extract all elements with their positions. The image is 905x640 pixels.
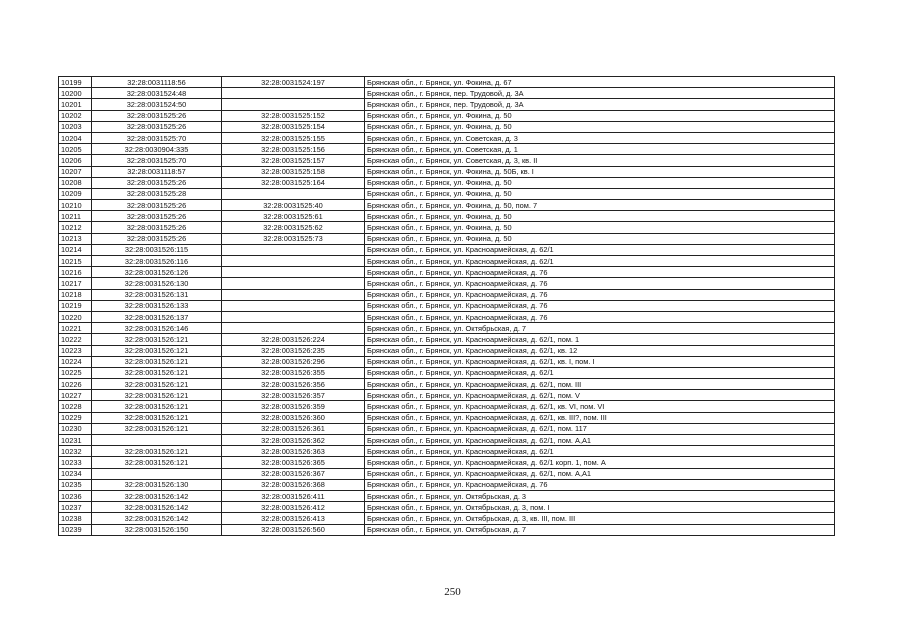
row-number-cell: 10232 [59,446,92,457]
address-cell: Брянская обл., г. Брянск, ул. Красноармейская, д. 62/1 [365,244,835,255]
row-number-cell: 10221 [59,323,92,334]
table-row [59,323,835,334]
address-cell: Брянская обл., г. Брянск, ул. Фокина, д. 50, пом. 7 [365,200,835,211]
object-cadastral-number-cell [222,256,365,267]
object-cadastral-number-cell [222,99,365,110]
land-cadastral-number-cell: 32:28:0031526:133 [92,300,222,311]
address-cell: Брянская обл., г. Брянск, ул. Красноармейская, д. 62/1, кв. VI, пом. VI [365,401,835,412]
land-cadastral-number-cell: 32:28:0031525:26 [92,211,222,222]
land-cadastral-number-cell: 32:28:0031526:150 [92,524,222,535]
row-number-cell: 10237 [59,502,92,513]
land-cadastral-number-cell: 32:28:0031525:26 [92,222,222,233]
land-cadastral-number-cell: 32:28:0031525:26 [92,177,222,188]
table-row [59,457,835,468]
row-number-cell: 10202 [59,110,92,121]
land-cadastral-number-cell: 32:28:0031526:142 [92,502,222,513]
address-cell: Брянская обл., г. Брянск, пер. Трудовой, д. 3А [365,99,835,110]
row-number-cell: 10239 [59,524,92,535]
land-cadastral-number-cell: 32:28:0031525:26 [92,200,222,211]
address-cell: Брянская обл., г. Брянск, ул. Красноармейская, д. 62/1 [365,367,835,378]
table-row [59,412,835,423]
land-cadastral-number-cell: 32:28:0031526:121 [92,367,222,378]
object-cadastral-number-cell: 32:28:0031526:365 [222,457,365,468]
land-cadastral-number-cell: 32:28:0031525:70 [92,155,222,166]
land-cadastral-number-cell: 32:28:0031526:146 [92,323,222,334]
object-cadastral-number-cell: 32:28:0031526:360 [222,412,365,423]
row-number-cell: 10205 [59,144,92,155]
address-cell: Брянская обл., г. Брянск, ул. Красноармейская, д. 62/1, кв. 12 [365,345,835,356]
address-cell: Брянская обл., г. Брянск, ул. Фокина, д. 50 [365,188,835,199]
address-cell: Брянская обл., г. Брянск, ул. Октябрьская, д. 3, кв. III, пом. III [365,513,835,524]
object-cadastral-number-cell: 32:28:0031525:62 [222,222,365,233]
row-number-cell: 10228 [59,401,92,412]
object-cadastral-number-cell: 32:28:0031526:359 [222,401,365,412]
address-cell: Брянская обл., г. Брянск, ул. Фокина, д. 50 [365,211,835,222]
table-row [59,144,835,155]
land-cadastral-number-cell: 32:28:0031525:26 [92,233,222,244]
address-cell: Брянская обл., г. Брянск, ул. Красноармейская, д. 76 [365,300,835,311]
object-cadastral-number-cell: 32:28:0031526:560 [222,524,365,535]
table-row [59,99,835,110]
row-number-cell: 10230 [59,423,92,434]
row-number-cell: 10238 [59,513,92,524]
object-cadastral-number-cell: 32:28:0031526:357 [222,390,365,401]
table-row [59,479,835,490]
land-cadastral-number-cell: 32:28:0031526:121 [92,356,222,367]
land-cadastral-number-cell: 32:28:0031526:137 [92,311,222,322]
object-cadastral-number-cell [222,311,365,322]
row-number-cell: 10209 [59,188,92,199]
land-cadastral-number-cell: 32:28:0031526:121 [92,390,222,401]
object-cadastral-number-cell: 32:28:0031525:156 [222,144,365,155]
object-cadastral-number-cell: 32:28:0031526:224 [222,334,365,345]
address-cell: Брянская обл., г. Брянск, ул. Красноармейская, д. 76 [365,311,835,322]
address-cell: Брянская обл., г. Брянск, ул. Фокина, д. 50 [365,177,835,188]
row-number-cell: 10226 [59,379,92,390]
address-cell: Брянская обл., г. Брянск, ул. Октябрьская, д. 7 [365,323,835,334]
object-cadastral-number-cell: 32:28:0031526:235 [222,345,365,356]
table-row [59,423,835,434]
land-cadastral-number-cell: 32:28:0031524:48 [92,88,222,99]
table-row [59,121,835,132]
land-cadastral-number-cell: 32:28:0031526:130 [92,278,222,289]
table-row [59,446,835,457]
row-number-cell: 10201 [59,99,92,110]
land-cadastral-number-cell: 32:28:0031525:26 [92,121,222,132]
land-cadastral-number-cell: 32:28:0031526:121 [92,412,222,423]
object-cadastral-number-cell: 32:28:0031525:164 [222,177,365,188]
land-cadastral-number-cell: 32:28:0031525:70 [92,132,222,143]
land-cadastral-number-cell: 32:28:0031526:121 [92,446,222,457]
object-cadastral-number-cell: 32:28:0031526:412 [222,502,365,513]
row-number-cell: 10225 [59,367,92,378]
table-row [59,334,835,345]
table-row [59,367,835,378]
row-number-cell: 10212 [59,222,92,233]
row-number-cell: 10219 [59,300,92,311]
address-cell: Брянская обл., г. Брянск, ул. Октябрьская, д. 7 [365,524,835,535]
row-number-cell: 10203 [59,121,92,132]
row-number-cell: 10211 [59,211,92,222]
address-cell: Брянская обл., г. Брянск, ул. Красноармейская, д. 62/1, пом. А,А1 [365,435,835,446]
land-cadastral-number-cell [92,435,222,446]
land-cadastral-number-cell: 32:28:0031526:142 [92,513,222,524]
object-cadastral-number-cell: 32:28:0031526:411 [222,490,365,501]
object-cadastral-number-cell: 32:28:0031526:356 [222,379,365,390]
table-row [59,267,835,278]
table-row [59,233,835,244]
land-cadastral-number-cell: 32:28:0031526:121 [92,379,222,390]
object-cadastral-number-cell [222,278,365,289]
address-cell: Брянская обл., г. Брянск, ул. Фокина, д. 50 [365,121,835,132]
object-cadastral-number-cell: 32:28:0031525:158 [222,166,365,177]
table-row [59,390,835,401]
land-cadastral-number-cell: 32:28:0031526:142 [92,490,222,501]
address-cell: Брянская обл., г. Брянск, ул. Фокина, д. 67 [365,77,835,88]
row-number-cell: 10220 [59,311,92,322]
object-cadastral-number-cell: 32:28:0031526:367 [222,468,365,479]
cadastral-table-body [59,77,835,536]
address-cell: Брянская обл., г. Брянск, ул. Советская, д. 3, кв. II [365,155,835,166]
land-cadastral-number-cell: 32:28:0031526:121 [92,423,222,434]
object-cadastral-number-cell: 32:28:0031526:368 [222,479,365,490]
table-row [59,200,835,211]
table-row [59,356,835,367]
land-cadastral-number-cell: 32:28:0031526:121 [92,345,222,356]
table-row [59,502,835,513]
land-cadastral-number-cell: 32:28:0031525:26 [92,110,222,121]
row-number-cell: 10224 [59,356,92,367]
row-number-cell: 10200 [59,88,92,99]
address-cell: Брянская обл., г. Брянск, ул. Фокина, д. 50 [365,110,835,121]
table-row [59,468,835,479]
table-row [59,311,835,322]
object-cadastral-number-cell [222,88,365,99]
row-number-cell: 10236 [59,490,92,501]
object-cadastral-number-cell [222,300,365,311]
object-cadastral-number-cell: 32:28:0031526:355 [222,367,365,378]
object-cadastral-number-cell: 32:28:0031526:361 [222,423,365,434]
object-cadastral-number-cell: 32:28:0031526:363 [222,446,365,457]
row-number-cell: 10234 [59,468,92,479]
object-cadastral-number-cell: 32:28:0031525:40 [222,200,365,211]
land-cadastral-number-cell [92,468,222,479]
land-cadastral-number-cell: 32:28:0031526:121 [92,401,222,412]
address-cell: Брянская обл., г. Брянск, ул. Красноармейская, д. 76 [365,267,835,278]
table-row [59,379,835,390]
land-cadastral-number-cell: 32:28:0031526:116 [92,256,222,267]
object-cadastral-number-cell [222,244,365,255]
address-cell: Брянская обл., г. Брянск, ул. Красноармейская, д. 62/1, кв. I, пом. I [365,356,835,367]
table-row [59,166,835,177]
table-row [59,256,835,267]
table-row [59,155,835,166]
land-cadastral-number-cell: 32:28:0031118:57 [92,166,222,177]
address-cell: Брянская обл., г. Брянск, ул. Красноармейская, д. 62/1, кв. III?, пом. III [365,412,835,423]
page-number: 250 [444,586,461,598]
row-number-cell: 10214 [59,244,92,255]
address-cell: Брянская обл., г. Брянск, ул. Фокина, д. 50Б, кв. I [365,166,835,177]
address-cell: Брянская обл., г. Брянск, ул. Красноармейская, д. 76 [365,278,835,289]
object-cadastral-number-cell: 32:28:0031525:73 [222,233,365,244]
table-row [59,110,835,121]
row-number-cell: 10222 [59,334,92,345]
table-row [59,289,835,300]
row-number-cell: 10218 [59,289,92,300]
object-cadastral-number-cell: 32:28:0031525:152 [222,110,365,121]
row-number-cell: 10199 [59,77,92,88]
table-row [59,435,835,446]
row-number-cell: 10223 [59,345,92,356]
object-cadastral-number-cell [222,289,365,300]
row-number-cell: 10210 [59,200,92,211]
object-cadastral-number-cell: 32:28:0031525:155 [222,132,365,143]
address-cell: Брянская обл., г. Брянск, ул. Красноармейская, д. 62/1, пом. А,А1 [365,468,835,479]
table-row [59,222,835,233]
object-cadastral-number-cell [222,323,365,334]
row-number-cell: 10217 [59,278,92,289]
address-cell: Брянская обл., г. Брянск, пер. Трудовой, д. 3А [365,88,835,99]
row-number-cell: 10213 [59,233,92,244]
row-number-cell: 10204 [59,132,92,143]
land-cadastral-number-cell: 32:28:0030904:335 [92,144,222,155]
table-row [59,132,835,143]
land-cadastral-number-cell: 32:28:0031526:115 [92,244,222,255]
object-cadastral-number-cell: 32:28:0031525:61 [222,211,365,222]
object-cadastral-number-cell: 32:28:0031526:413 [222,513,365,524]
land-cadastral-number-cell: 32:28:0031526:130 [92,479,222,490]
object-cadastral-number-cell [222,188,365,199]
object-cadastral-number-cell: 32:28:0031526:296 [222,356,365,367]
row-number-cell: 10231 [59,435,92,446]
address-cell: Брянская обл., г. Брянск, ул. Красноармейская, д. 62/1 корп. 1, пом. А [365,457,835,468]
table-row [59,513,835,524]
address-cell: Брянская обл., г. Брянск, ул. Красноармейская, д. 76 [365,479,835,490]
table-row [59,524,835,535]
land-cadastral-number-cell: 32:28:0031526:121 [92,457,222,468]
object-cadastral-number-cell: 32:28:0031524:197 [222,77,365,88]
land-cadastral-number-cell: 32:28:0031525:28 [92,188,222,199]
table-row [59,244,835,255]
table-row [59,88,835,99]
land-cadastral-number-cell: 32:28:0031526:131 [92,289,222,300]
object-cadastral-number-cell: 32:28:0031525:157 [222,155,365,166]
address-cell: Брянская обл., г. Брянск, ул. Красноармейская, д. 62/1 [365,446,835,457]
table-row [59,401,835,412]
address-cell: Брянская обл., г. Брянск, ул. Октябрьская, д. 3, пом. I [365,502,835,513]
land-cadastral-number-cell: 32:28:0031526:126 [92,267,222,278]
address-cell: Брянская обл., г. Брянск, ул. Красноармейская, д. 62/1, пом. 117 [365,423,835,434]
address-cell: Брянская обл., г. Брянск, ул. Советская, д. 3 [365,132,835,143]
address-cell: Брянская обл., г. Брянск, ул. Советская, д. 1 [365,144,835,155]
table-row [59,188,835,199]
row-number-cell: 10206 [59,155,92,166]
row-number-cell: 10229 [59,412,92,423]
object-cadastral-number-cell: 32:28:0031526:362 [222,435,365,446]
row-number-cell: 10235 [59,479,92,490]
table-row [59,278,835,289]
object-cadastral-number-cell [222,267,365,278]
address-cell: Брянская обл., г. Брянск, ул. Фокина, д. 50 [365,233,835,244]
address-cell: Брянская обл., г. Брянск, ул. Октябрьская, д. 3 [365,490,835,501]
row-number-cell: 10216 [59,267,92,278]
table-row [59,490,835,501]
land-cadastral-number-cell: 32:28:0031524:50 [92,99,222,110]
row-number-cell: 10227 [59,390,92,401]
land-cadastral-number-cell: 32:28:0031118:56 [92,77,222,88]
table-row [59,177,835,188]
table-row [59,77,835,88]
address-cell: Брянская обл., г. Брянск, ул. Красноармейская, д. 76 [365,289,835,300]
address-cell: Брянская обл., г. Брянск, ул. Фокина, д. 50 [365,222,835,233]
address-cell: Брянская обл., г. Брянск, ул. Красноармейская, д. 62/1 [365,256,835,267]
cadastral-table [58,76,835,536]
object-cadastral-number-cell: 32:28:0031525:154 [222,121,365,132]
row-number-cell: 10233 [59,457,92,468]
address-cell: Брянская обл., г. Брянск, ул. Красноармейская, д. 62/1, пом. III [365,379,835,390]
table-row [59,211,835,222]
row-number-cell: 10207 [59,166,92,177]
table-row [59,300,835,311]
address-cell: Брянская обл., г. Брянск, ул. Красноармейская, д. 62/1, пом. V [365,390,835,401]
row-number-cell: 10208 [59,177,92,188]
address-cell: Брянская обл., г. Брянск, ул. Красноармейская, д. 62/1, пом. 1 [365,334,835,345]
row-number-cell: 10215 [59,256,92,267]
table-row [59,345,835,356]
land-cadastral-number-cell: 32:28:0031526:121 [92,334,222,345]
